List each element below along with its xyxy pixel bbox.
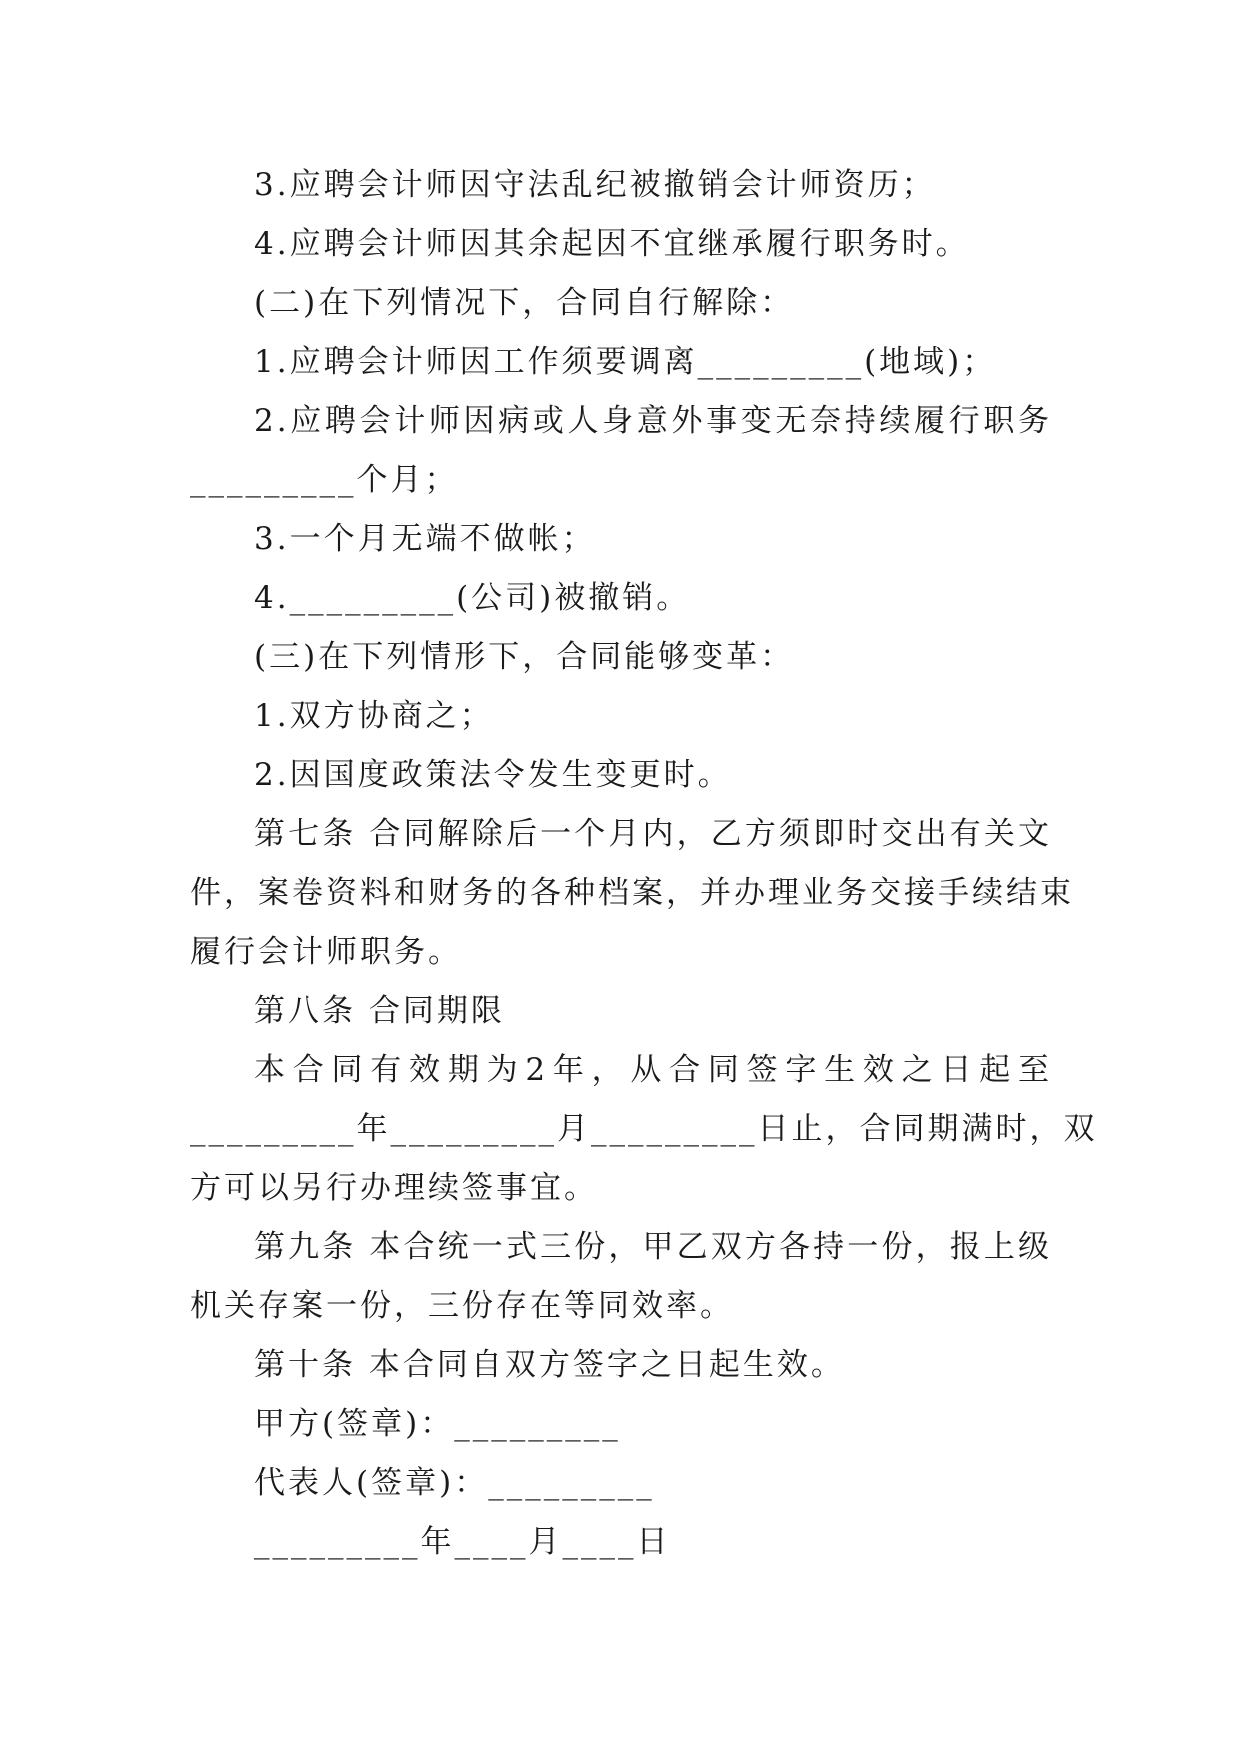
- text-line: 2.应聘会计师因病或人身意外事变无奈持续履行职务: [254, 403, 1052, 439]
- text-line: 方可以另行办理续签事宜。: [190, 1170, 598, 1206]
- text-line: 件，案卷资料和财务的各种档案，并办理业务交接手续结束: [190, 875, 1074, 911]
- text-line: 本合同有效期为2年，从合同签字生效之日起至: [254, 1052, 1052, 1088]
- text-line: 3.一个月无端不做帐；: [254, 521, 596, 557]
- text-line: 4.应聘会计师因其余起因不宜继承履行职务时。: [254, 226, 970, 262]
- text-line: 履行会计师职务。: [190, 934, 462, 970]
- signature-date: _________年____月____日: [254, 1524, 671, 1560]
- text-line: (三)在下列情形下，合同能够变革：: [254, 639, 795, 675]
- text-line: 2.因国度政策法令发生变更时。: [254, 757, 732, 793]
- signature-party-a: 甲方(签章)：_________: [254, 1406, 621, 1442]
- text-line: _________年_________月_________日止，合同期满时，双: [190, 1111, 1098, 1147]
- section-heading: 第八条 合同期限: [254, 993, 505, 1029]
- text-line: 第十条 本合同自双方签字之日起生效。: [254, 1347, 845, 1383]
- text-line: 4._________(公司)被撤销。: [254, 580, 691, 616]
- text-line: 1.应聘会计师因工作须要调离_________(地域)；: [254, 344, 997, 380]
- text-line: 1.双方协商之；: [254, 698, 494, 734]
- text-line: 机关存案一份，三份存在等同效率。: [190, 1288, 734, 1324]
- text-line: 3.应聘会计师因守法乱纪被撤销会计师资历；: [254, 167, 936, 203]
- text-line: 第七条 合同解除后一个月内，乙方须即时交出有关文: [254, 816, 1052, 852]
- text-line: (二)在下列情况下，合同自行解除：: [254, 285, 795, 321]
- text-line: _________个月；: [190, 462, 459, 498]
- text-line: 第九条 本合统一式三份，甲乙双方各持一份，报上级: [254, 1229, 1052, 1265]
- signature-representative: 代表人(签章)：_________: [254, 1465, 655, 1501]
